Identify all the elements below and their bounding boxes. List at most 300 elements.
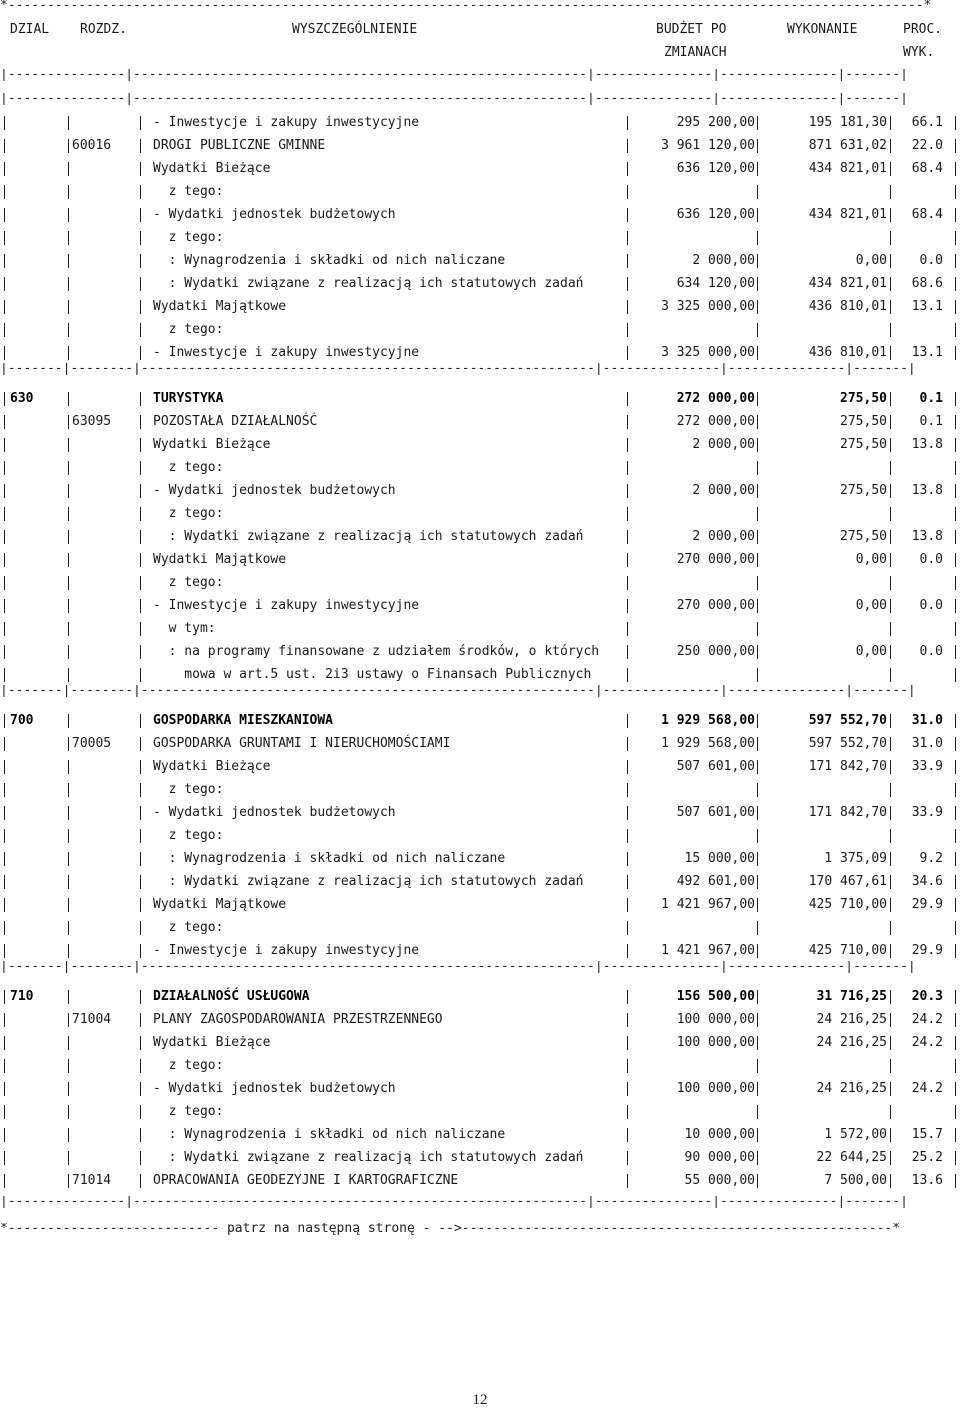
column-divider [890,507,891,521]
column-divider [4,1082,5,1096]
column-divider [955,415,956,429]
column-divider [4,1174,5,1188]
column-divider [4,507,5,521]
cell-description: : Wydatki związane z realizacją ich statutowych zadań [153,1150,584,1165]
cell-percent: 15.7 [911,1127,943,1142]
cell-rozdz: 70005 [72,736,112,751]
cell-description: - Wydatki jednostek budżetowych [153,483,396,498]
column-divider [757,576,758,590]
column-divider [627,162,628,176]
column-divider [68,668,69,682]
cell-executed: 24 216,25 [816,1035,887,1050]
cell-description: : Wydatki związane z realizacją ich statutowych zadań [153,276,584,291]
cell-executed: 1 572,00 [824,1127,887,1142]
cell-budget: 15 000,00 [684,851,755,866]
column-divider [955,300,956,314]
column-divider [757,714,758,728]
table-row [0,870,960,893]
column-divider [955,1036,956,1050]
column-divider [890,668,891,682]
column-divider [627,208,628,222]
cell-budget: 90 000,00 [684,1150,755,1165]
column-divider [757,875,758,889]
column-divider [4,254,5,268]
column-divider [4,277,5,291]
cell-description: z tego: [153,575,224,590]
column-divider [4,921,5,935]
cell-description: Wydatki Majątkowe [153,897,287,912]
cell-percent: 29.9 [911,897,943,912]
column-divider [68,714,69,728]
column-divider [955,185,956,199]
table-row [0,341,960,364]
cell-description: - Inwestycje i zakupy inwestycyjne [153,943,420,958]
cell-percent: 68.6 [911,276,943,291]
column-divider [757,645,758,659]
cell-description: z tego: [153,184,224,199]
header-rule-2: |---------------|----------------------------------------------------------|---------------|---------------|-------| [0,93,908,105]
column-divider [757,461,758,475]
header-proc: PROC. [903,22,943,37]
cell-percent: 24.2 [911,1035,943,1050]
table-row [0,778,960,801]
column-divider [890,484,891,498]
column-divider [140,254,141,268]
column-divider [140,323,141,337]
cell-percent: 34.6 [911,874,943,889]
cell-description: : Wynagrodzenia i składki od nich naliczane [153,1127,506,1142]
column-divider [955,898,956,912]
table-row [0,1054,960,1077]
column-divider [955,392,956,406]
column-divider [68,300,69,314]
column-divider [627,990,628,1004]
column-divider [68,760,69,774]
column-divider [4,162,5,176]
column-divider [955,668,956,682]
cell-rozdz: 63095 [72,414,112,429]
column-divider [890,461,891,475]
column-divider [627,300,628,314]
table-row [0,134,960,157]
column-divider [4,1105,5,1119]
cell-description: - Wydatki jednostek budżetowych [153,207,396,222]
column-divider [627,944,628,958]
column-divider [890,806,891,820]
column-divider [627,1059,628,1073]
column-divider [4,461,5,475]
column-divider [627,231,628,245]
column-divider [68,990,69,1004]
column-divider [68,852,69,866]
cell-budget: 295 200,00 [676,115,755,130]
cell-executed: 24 216,25 [816,1081,887,1096]
cell-percent: 24.2 [911,1081,943,1096]
column-divider [955,438,956,452]
cell-percent: 13.1 [911,299,943,314]
cell-executed: 871 631,02 [808,138,887,153]
column-divider [627,530,628,544]
column-divider [757,185,758,199]
cell-description: DROGI PUBLICZNE GMINNE [153,138,326,153]
table-row [0,111,960,134]
cell-executed: 275,50 [840,437,887,452]
cell-description: GOSPODARKA GRUNTAMI I NIERUCHOMOŚCIAMI [153,736,451,751]
column-divider [140,806,141,820]
table-row [0,1077,960,1100]
column-divider [4,852,5,866]
column-divider [627,576,628,590]
cell-budget: 272 000,00 [676,391,755,406]
table-row [0,479,960,502]
cell-rozdz: 71004 [72,1012,112,1027]
column-divider [627,507,628,521]
table-row [0,502,960,525]
column-divider [955,599,956,613]
column-divider [955,1105,956,1119]
column-divider [890,875,891,889]
cell-description: : Wynagrodzenia i składki od nich naliczane [153,253,506,268]
column-divider [140,921,141,935]
column-divider [140,622,141,636]
column-divider [627,461,628,475]
column-divider [140,875,141,889]
column-divider [140,829,141,843]
cell-executed: 31 716,25 [816,989,887,1004]
cell-description: mowa w art.5 ust. 2i3 ustawy o Finansach Publicznych [153,667,592,682]
column-divider [627,346,628,360]
column-divider [627,484,628,498]
cell-percent: 31.0 [911,713,943,728]
column-divider [890,1105,891,1119]
column-divider [627,875,628,889]
column-divider [627,1105,628,1119]
cell-rozdz: 71014 [72,1173,112,1188]
column-divider [757,438,758,452]
column-divider [627,185,628,199]
table-row [0,1146,960,1169]
column-divider [4,783,5,797]
cell-dzial: 630 [10,391,34,406]
column-divider [4,875,5,889]
column-divider [627,599,628,613]
column-divider [627,1174,628,1188]
column-divider [890,645,891,659]
cell-rozdz: 60016 [72,138,112,153]
column-divider [890,185,891,199]
column-divider [68,806,69,820]
cell-budget: 3 325 000,00 [661,299,755,314]
column-divider [140,392,141,406]
column-divider [4,415,5,429]
column-divider [140,645,141,659]
column-divider [955,990,956,1004]
column-divider [890,1082,891,1096]
column-divider [890,323,891,337]
column-divider [890,737,891,751]
column-divider [627,852,628,866]
column-divider [955,760,956,774]
cell-description: PLANY ZAGOSPODAROWANIA PRZESTRZENNEGO [153,1012,443,1027]
column-divider [627,829,628,843]
column-divider [68,875,69,889]
column-divider [955,231,956,245]
cell-executed: 0,00 [855,253,887,268]
column-divider [890,599,891,613]
column-divider [955,645,956,659]
cell-budget: 634 120,00 [676,276,755,291]
cell-budget: 272 000,00 [676,414,755,429]
table-row [0,1100,960,1123]
cell-description: Wydatki Bieżące [153,759,271,774]
cell-description: DZIAŁALNOŚĆ USŁUGOWA [153,989,310,1004]
cell-description: Wydatki Bieżące [153,437,271,452]
column-divider [757,116,758,130]
column-divider [757,139,758,153]
column-divider [4,208,5,222]
table-row [0,180,960,203]
column-divider [140,668,141,682]
cell-description: : Wydatki związane z realizacją ich statutowych zadań [153,529,584,544]
column-divider [140,484,141,498]
cell-budget: 55 000,00 [684,1173,755,1188]
column-divider [140,415,141,429]
cell-description: : Wynagrodzenia i składki od nich naliczane [153,851,506,866]
cell-description: : na programy finansowane z udziałem środków, o których [153,644,600,659]
column-divider [890,1128,891,1142]
column-divider [68,231,69,245]
column-divider [757,668,758,682]
table-row [0,1169,960,1192]
column-divider [68,1174,69,1188]
cell-description: Wydatki Bieżące [153,161,271,176]
table-row [0,801,960,824]
column-divider [140,852,141,866]
column-divider [757,806,758,820]
column-divider [4,576,5,590]
cell-percent: 0.1 [919,391,943,406]
cell-budget: 270 000,00 [676,598,755,613]
column-divider [627,438,628,452]
cell-description: Wydatki Bieżące [153,1035,271,1050]
column-divider [890,116,891,130]
column-divider [627,1151,628,1165]
column-divider [140,1036,141,1050]
column-divider [4,806,5,820]
cell-executed: 0,00 [855,552,887,567]
column-divider [68,1036,69,1050]
column-divider [757,990,758,1004]
column-divider [955,576,956,590]
cell-percent: 13.6 [911,1173,943,1188]
header-wyszczegolnienie: WYSZCZEGÓLNIENIE [292,22,418,37]
cell-description: z tego: [153,782,224,797]
header-dzial: DZIAL [10,22,50,37]
column-divider [955,852,956,866]
cell-description: OPRACOWANIA GEODEZYJNE I KARTOGRAFICZNE [153,1173,459,1188]
column-divider [955,553,956,567]
cell-percent: 0.0 [919,598,943,613]
column-divider [140,760,141,774]
column-divider [68,576,69,590]
table-row [0,226,960,249]
column-divider [68,645,69,659]
column-divider [757,898,758,912]
column-divider [757,1082,758,1096]
column-divider [68,898,69,912]
column-divider [68,944,69,958]
column-divider [890,1151,891,1165]
column-divider [68,599,69,613]
column-divider [68,323,69,337]
cell-executed: 434 821,01 [808,161,887,176]
cell-budget: 492 601,00 [676,874,755,889]
column-divider [4,898,5,912]
column-divider [68,438,69,452]
column-divider [757,162,758,176]
column-divider [140,1059,141,1073]
column-divider [68,392,69,406]
column-divider [627,645,628,659]
column-divider [140,1174,141,1188]
column-divider [4,139,5,153]
column-divider [955,806,956,820]
column-divider [955,1128,956,1142]
column-divider [955,875,956,889]
column-divider [627,783,628,797]
column-divider [68,277,69,291]
column-divider [4,829,5,843]
column-divider [627,323,628,337]
column-divider [890,530,891,544]
column-divider [4,1151,5,1165]
column-divider [140,1013,141,1027]
column-divider [68,254,69,268]
cell-budget: 507 601,00 [676,805,755,820]
table-row [0,1123,960,1146]
column-divider [4,1128,5,1142]
cell-budget: 156 500,00 [676,989,755,1004]
cell-executed: 425 710,00 [808,943,887,958]
column-divider [890,300,891,314]
column-divider [140,438,141,452]
column-divider [140,300,141,314]
column-divider [140,1105,141,1119]
column-divider [757,415,758,429]
column-divider [955,622,956,636]
header-row-2 [0,41,960,64]
table-row [0,157,960,180]
continuation-rule: *--------------------------- patrz na następną stronę - -->-------------------------------------------------------* [0,1223,901,1235]
column-divider [627,277,628,291]
cell-budget: 507 601,00 [676,759,755,774]
column-divider [627,392,628,406]
table-row [0,318,960,341]
column-divider [890,438,891,452]
column-divider [890,714,891,728]
table-row [0,571,960,594]
cell-percent: 31.0 [911,736,943,751]
cell-budget: 2 000,00 [692,253,755,268]
column-divider [627,737,628,751]
column-divider [68,921,69,935]
cell-budget: 100 000,00 [676,1081,755,1096]
cell-budget: 250 000,00 [676,644,755,659]
column-divider [757,277,758,291]
column-divider [68,553,69,567]
cell-description: - Wydatki jednostek budżetowych [153,1081,396,1096]
table-row [0,410,960,433]
column-divider [757,622,758,636]
cell-percent: 25.2 [911,1150,943,1165]
table-row [0,594,960,617]
cell-description: z tego: [153,1104,224,1119]
cell-description: z tego: [153,460,224,475]
column-divider [68,783,69,797]
column-divider [68,139,69,153]
column-divider [757,921,758,935]
cell-executed: 275,50 [840,414,887,429]
cell-percent: 33.9 [911,759,943,774]
column-divider [68,1059,69,1073]
cell-executed: 195 181,30 [808,115,887,130]
column-divider [140,277,141,291]
cell-budget: 636 120,00 [676,161,755,176]
table-row [0,433,960,456]
column-divider [955,944,956,958]
column-divider [140,553,141,567]
cell-percent: 13.8 [911,529,943,544]
cell-budget: 1 929 568,00 [661,736,755,751]
cell-executed: 24 216,25 [816,1012,887,1027]
cell-percent: 66.1 [911,115,943,130]
header-budzet-line2: ZMIANACH [664,45,727,60]
column-divider [757,783,758,797]
table-row [0,456,960,479]
column-divider [4,599,5,613]
table-row [0,709,960,732]
column-divider [140,1151,141,1165]
column-divider [140,599,141,613]
cell-budget: 10 000,00 [684,1127,755,1142]
column-divider [4,346,5,360]
cell-executed: 7 500,00 [824,1173,887,1188]
column-divider [4,714,5,728]
cell-description: POZOSTAŁA DZIAŁALNOŚĆ [153,414,318,429]
column-divider [140,990,141,1004]
column-divider [4,944,5,958]
column-divider [890,622,891,636]
column-divider [890,921,891,935]
column-divider [627,622,628,636]
cell-description: z tego: [153,230,224,245]
cell-executed: 170 467,61 [808,874,887,889]
cell-executed: 436 810,01 [808,345,887,360]
column-divider [140,185,141,199]
column-divider [68,1082,69,1096]
column-divider [890,852,891,866]
column-divider [757,346,758,360]
column-divider [955,162,956,176]
cell-percent: 29.9 [911,943,943,958]
cell-budget: 100 000,00 [676,1035,755,1050]
cell-executed: 434 821,01 [808,276,887,291]
section-separator: |-------|--------|----------------------------------------------------------|---------------|---------------|-------| [0,961,916,973]
column-divider [68,507,69,521]
table-row [0,985,960,1008]
column-divider [68,415,69,429]
column-divider [4,1059,5,1073]
